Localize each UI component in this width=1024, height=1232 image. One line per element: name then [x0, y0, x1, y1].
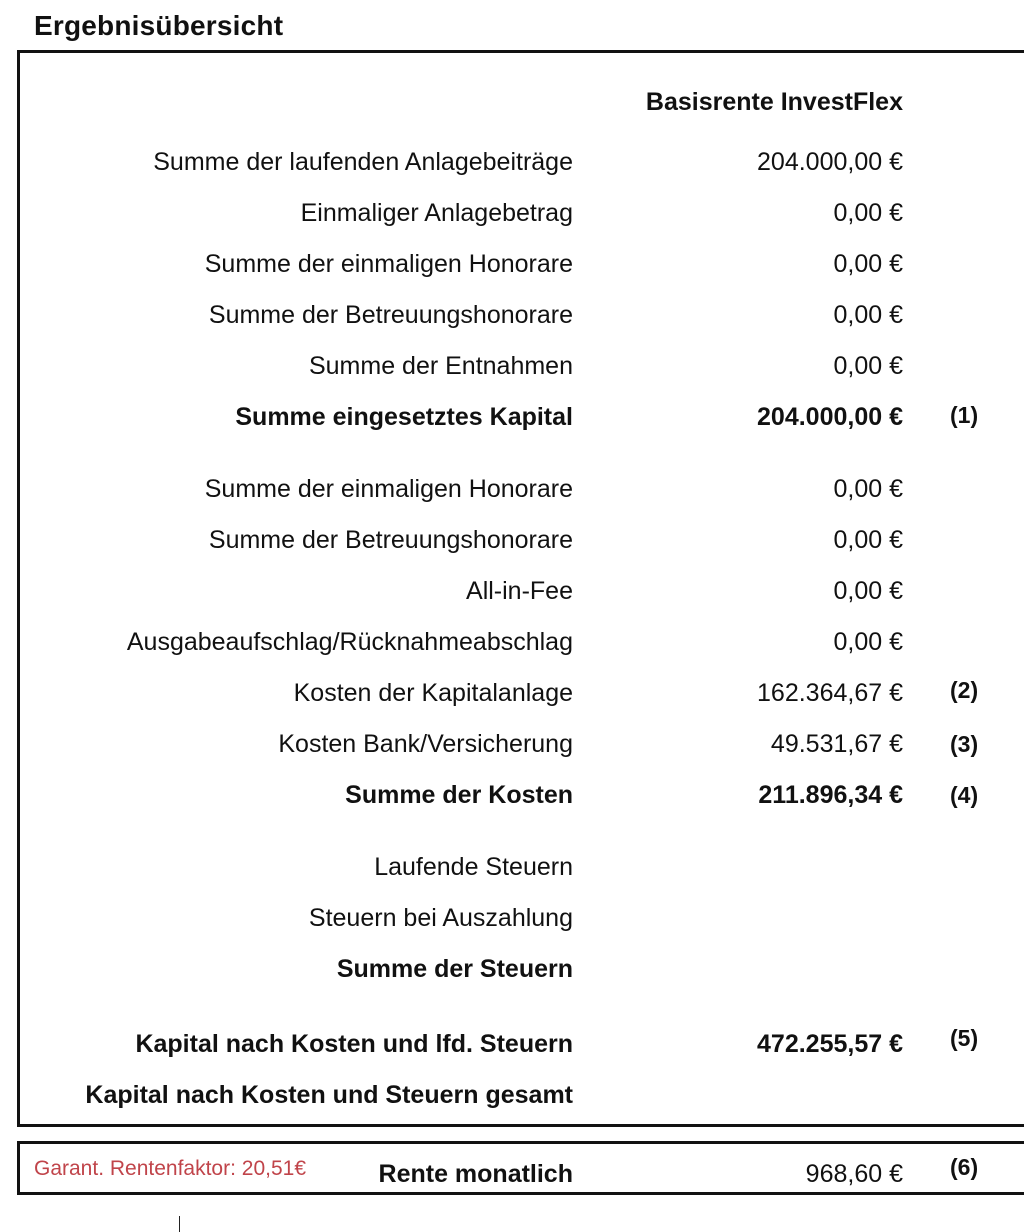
row-footnote-marker: (4): [950, 782, 979, 808]
monthly-pension-marker: (6): [950, 1154, 979, 1180]
row-label: Summe der einmaligen Honorare: [204, 475, 573, 503]
row-label: Kosten Bank/Versicherung: [278, 730, 573, 758]
row-value: 49.531,67 €: [770, 730, 903, 758]
row-label: Kosten der Kapitalanlage: [293, 679, 573, 707]
row-label: Kapital nach Kosten und lfd. Steuern: [135, 1030, 573, 1058]
row-value: 162.364,67 €: [757, 679, 903, 707]
row-value: 204.000,00 €: [757, 403, 903, 431]
page-title: Ergebnisübersicht: [34, 10, 284, 41]
row-value: 0,00 €: [833, 352, 903, 380]
row-footnote-marker: (5): [950, 1025, 979, 1051]
row-label: Summe der Steuern: [336, 955, 573, 983]
row-value: 0,00 €: [833, 577, 903, 605]
row-label: Summe der Betreuungshonorare: [208, 301, 573, 329]
row-value: 472.255,57 €: [757, 1030, 903, 1058]
row-label: Summe der Entnahmen: [308, 352, 573, 380]
row-label: Summe der Kosten: [345, 781, 573, 809]
row-value: 0,00 €: [833, 628, 903, 656]
row-footnote-marker: (1): [950, 402, 979, 428]
guaranteed-annuity-factor-note: Garant. Rentenfaktor: 20,51€: [34, 1157, 307, 1180]
row-label: Summe eingesetztes Kapital: [235, 403, 573, 431]
row-label: Kapital nach Kosten und Steuern gesamt: [85, 1081, 573, 1109]
row-label: Summe der einmaligen Honorare: [204, 250, 573, 278]
row-label: All-in-Fee: [466, 577, 573, 605]
row-label: Summe der Betreuungshonorare: [208, 526, 573, 554]
row-value: 0,00 €: [833, 250, 903, 278]
row-value: 211.896,34 €: [758, 781, 903, 809]
row-value: 0,00 €: [833, 526, 903, 554]
row-footnote-marker: (2): [950, 677, 979, 703]
row-label: Einmaliger Anlagebetrag: [300, 199, 573, 227]
row-label: Steuern bei Auszahlung: [308, 904, 573, 932]
column-header-product: Basisrente InvestFlex: [645, 88, 903, 116]
monthly-pension-value: 968,60 €: [805, 1160, 903, 1188]
row-value: 0,00 €: [833, 199, 903, 227]
row-value: 204.000,00 €: [757, 148, 903, 176]
page-edge-mark: [179, 1216, 180, 1232]
row-label: Ausgabeaufschlag/Rücknahmeabschlag: [126, 628, 573, 656]
row-label: Laufende Steuern: [374, 853, 573, 881]
row-value: 0,00 €: [833, 301, 903, 329]
monthly-pension-label: Rente monatlich: [378, 1160, 573, 1188]
row-value: 0,00 €: [833, 475, 903, 503]
row-footnote-marker: (3): [950, 731, 979, 757]
row-label: Summe der laufenden Anlagebeiträge: [153, 148, 573, 176]
